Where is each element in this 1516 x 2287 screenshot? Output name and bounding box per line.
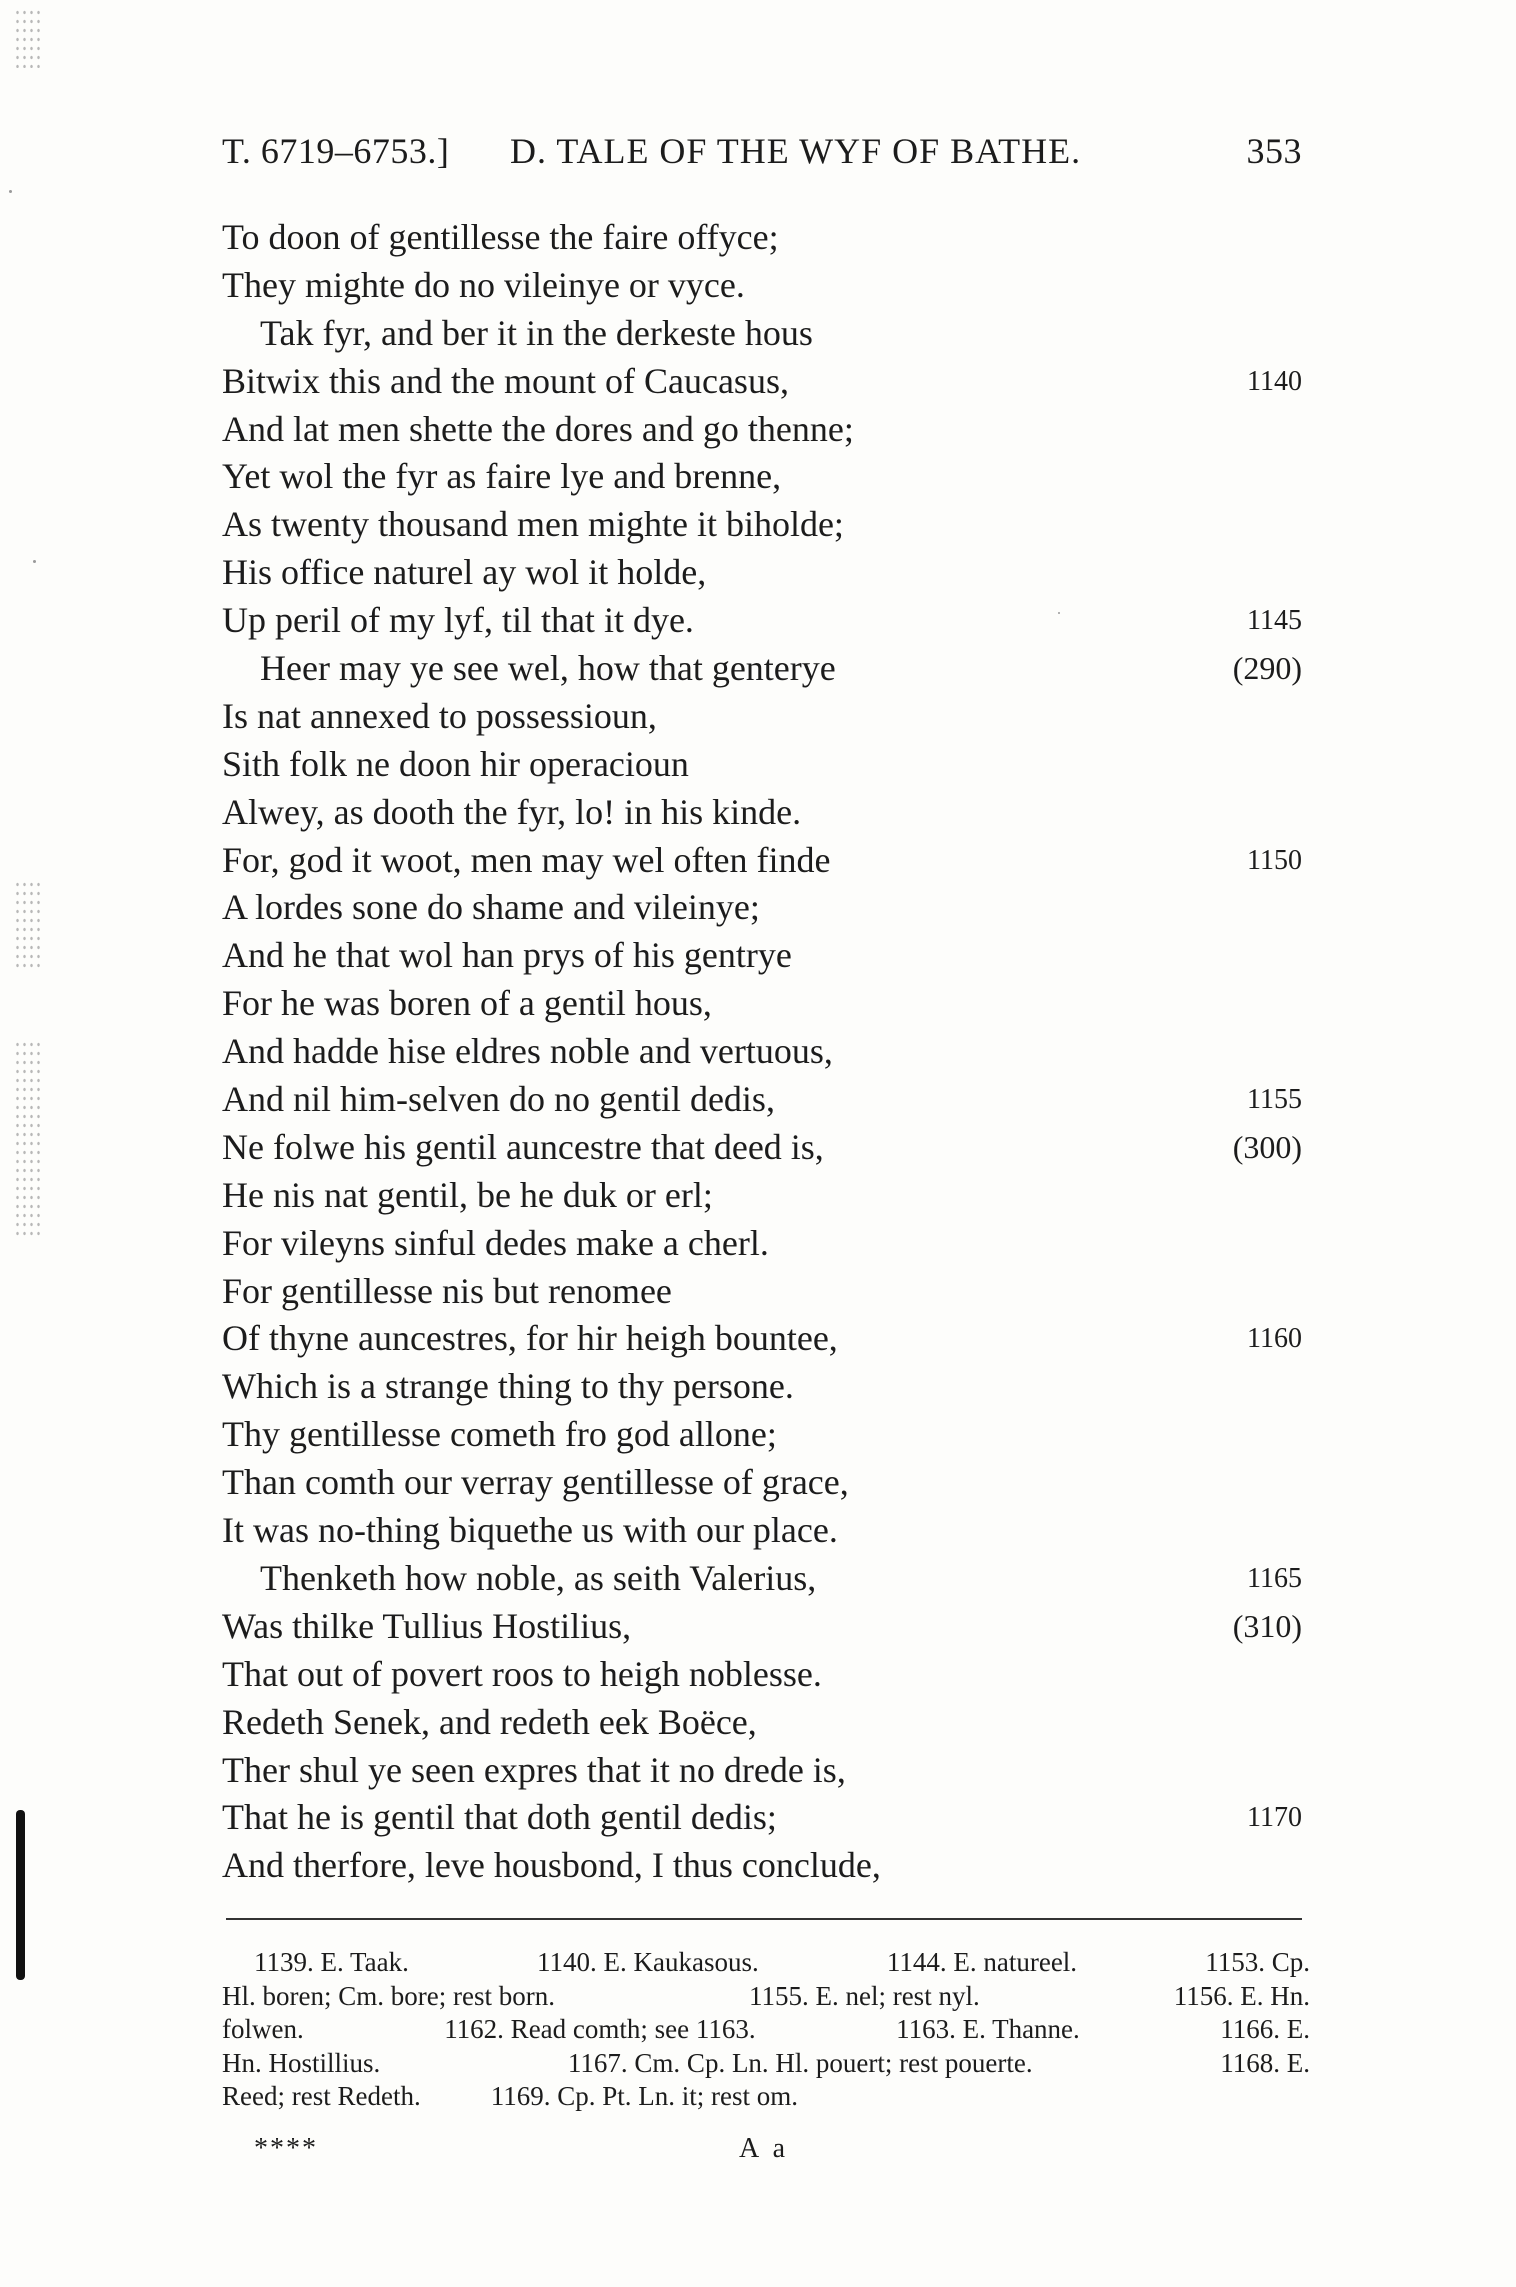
poem-line bbox=[222, 406, 1302, 454]
note-line bbox=[222, 1980, 1310, 2014]
poem-line bbox=[222, 453, 1302, 501]
note-entry: Hl. boren; Cm. bore; rest born. bbox=[222, 1980, 555, 2011]
poem-line-text: Up peril of my lyf, til that it dye. bbox=[222, 600, 694, 641]
poem-line bbox=[222, 932, 1302, 980]
poem-line-text: Tak fyr, and ber it in the derkeste hous bbox=[260, 312, 813, 353]
poem-text bbox=[222, 214, 1302, 1890]
note-line bbox=[222, 2013, 1310, 2047]
poem-line bbox=[222, 1747, 1302, 1795]
poem-line bbox=[222, 1555, 1302, 1603]
line-number: 1145 bbox=[1247, 605, 1302, 637]
poem-line bbox=[222, 1507, 1302, 1555]
page-title: D. TALE OF THE WYF OF BATHE. bbox=[510, 131, 1082, 171]
poem-line-text: Of thyne auncestres, for hir heigh bountee, bbox=[222, 1318, 838, 1359]
poem-line-text: Yet wol the fyr as faire lye and brenne, bbox=[222, 456, 782, 497]
poem-line bbox=[222, 501, 1302, 549]
poem-line-text: Ther shul ye seen expres that it no drede is, bbox=[222, 1749, 846, 1790]
poem-line-text: And therfore, leve housbond, I thus conclude, bbox=[222, 1845, 881, 1886]
poem-line-text: To doon of gentillesse the faire offyce; bbox=[222, 217, 779, 257]
poem-line bbox=[222, 645, 1302, 693]
poem-line-text: His office naturel ay wol it holde, bbox=[222, 552, 707, 593]
poem-line bbox=[222, 884, 1302, 932]
scan-speckle bbox=[14, 880, 40, 970]
poem-line-text: Ne folwe his gentil auncestre that deed is, bbox=[222, 1126, 824, 1167]
poem-line bbox=[222, 1794, 1302, 1842]
note-entry: 1166. E. bbox=[1220, 2014, 1310, 2045]
poem-line-text: Than comth our verray gentillesse of grace, bbox=[222, 1462, 849, 1503]
poem-line-text: Was thilke Tullius Hostilius, bbox=[222, 1605, 632, 1646]
poem-line bbox=[222, 1363, 1302, 1411]
poem-line-text: Thenketh how noble, as seith Valerius, bbox=[260, 1557, 817, 1598]
ornament-stars: **** bbox=[254, 2133, 318, 2164]
scan-dot bbox=[9, 190, 12, 193]
line-number: 1155 bbox=[1247, 1084, 1302, 1116]
poem-line-text: Thy gentillesse cometh fro god allone; bbox=[222, 1414, 777, 1455]
scan-speckle bbox=[14, 8, 40, 68]
poem-line-text: He nis nat gentil, be he duk or erl; bbox=[222, 1174, 713, 1215]
note-line bbox=[222, 1946, 1310, 1980]
running-head bbox=[222, 130, 1302, 178]
poem-line-text: Heer may ye see wel, how that genterye bbox=[260, 648, 836, 689]
poem-line bbox=[222, 597, 1302, 645]
poem-line-text: And lat men shette the dores and go thenne; bbox=[222, 408, 854, 449]
note-entry: 1155. E. nel; rest nyl. bbox=[748, 1980, 980, 2011]
note-entry: 1168. E. bbox=[1220, 2047, 1310, 2078]
note-entry: 1169. Cp. Pt. Ln. it; rest om. bbox=[490, 2081, 798, 2112]
poem-line-text: For he was boren of a gentil hous, bbox=[222, 983, 712, 1024]
poem-line bbox=[222, 1411, 1302, 1459]
poem-line-text: And hadde hise eldres noble and vertuous, bbox=[222, 1031, 833, 1072]
poem-line-text: As twenty thousand men mighte it biholde; bbox=[222, 504, 844, 545]
poem-line-text: Which is a strange thing to thy persone. bbox=[222, 1366, 794, 1407]
note-line bbox=[222, 2047, 1310, 2081]
poem-line bbox=[222, 1842, 1302, 1890]
textual-notes bbox=[222, 1946, 1310, 2114]
poem-line-text: Alwey, as dooth the fyr, lo! in his kinde. bbox=[222, 791, 802, 832]
poem-line bbox=[222, 741, 1302, 789]
poem-line-text: For gentillesse nis but renomee bbox=[222, 1270, 672, 1311]
poem-line bbox=[222, 1124, 1302, 1172]
poem-line bbox=[222, 1268, 1302, 1316]
note-entry: 1140. E. Kaukasous. bbox=[536, 1947, 759, 1977]
note-entry: 1139. E. Taak. bbox=[254, 1947, 409, 1977]
poem-line-text: That he is gentil that doth gentil dedis; bbox=[222, 1797, 777, 1838]
poem-line bbox=[222, 1028, 1302, 1076]
note-entry: 1162. Read comth; see 1163. bbox=[444, 2014, 756, 2045]
poem-line bbox=[222, 549, 1302, 597]
poem-line-text: That out of povert roos to heigh noblesse. bbox=[222, 1653, 822, 1694]
note-entry: 1144. E. natureel. bbox=[886, 1947, 1078, 1977]
poem-line bbox=[222, 980, 1302, 1028]
poem-line-text: For vileyns sinful dedes make a cherl. bbox=[222, 1222, 769, 1263]
poem-line bbox=[222, 1172, 1302, 1220]
note-entry: folwen. bbox=[222, 2014, 304, 2045]
poem-line-text: Redeth Senek, and redeth eek Boëce, bbox=[222, 1701, 757, 1742]
line-number: (300) bbox=[1232, 1128, 1302, 1165]
poem-line bbox=[222, 1603, 1302, 1651]
poem-line-text: And nil him-selven do no gentil dedis, bbox=[222, 1079, 775, 1120]
poem-line-text: Is nat annexed to possessioun, bbox=[222, 695, 657, 736]
poem-line-text: They mighte do no vileinye or vyce. bbox=[222, 264, 745, 305]
line-number: 1150 bbox=[1247, 844, 1302, 876]
poem-line-text: For, god it woot, men may wel often finde bbox=[222, 839, 831, 880]
poem-line bbox=[222, 1699, 1302, 1747]
scan-dot bbox=[33, 560, 36, 563]
poem-line bbox=[222, 1076, 1302, 1124]
printer-signature: A a bbox=[739, 2133, 790, 2164]
poem-line bbox=[222, 1459, 1302, 1507]
poem-line bbox=[222, 837, 1302, 885]
line-number: 1160 bbox=[1247, 1323, 1302, 1355]
footnote-rule bbox=[226, 1918, 1302, 1920]
poem-line bbox=[222, 310, 1302, 358]
scan-speckle bbox=[14, 1040, 40, 1240]
line-number: (290) bbox=[1232, 650, 1302, 687]
poem-line-text: A lordes sone do shame and vileinye; bbox=[222, 887, 760, 928]
poem-line-text: And he that wol han prys of his gentrye bbox=[222, 935, 792, 976]
note-line bbox=[222, 2080, 1310, 2114]
poem-line-text: Bitwix this and the mount of Caucasus, bbox=[222, 360, 789, 401]
note-entry: Hn. Hostillius. bbox=[222, 2047, 381, 2078]
poem-line bbox=[222, 789, 1302, 837]
poem-line bbox=[222, 1651, 1302, 1699]
note-entry: 1167. Cm. Cp. Ln. Hl. pouert; rest pouerte. bbox=[567, 2047, 1033, 2078]
line-number: 1140 bbox=[1247, 365, 1302, 397]
note-entry: 1153. Cp. bbox=[1205, 1947, 1310, 1977]
poem-line bbox=[222, 262, 1302, 310]
note-entry: Reed; rest Redeth. bbox=[222, 2081, 421, 2112]
line-range: T. 6719–6753.] bbox=[222, 131, 450, 171]
scan-dot bbox=[1058, 612, 1060, 614]
note-entry: 1156. E. Hn. bbox=[1173, 1980, 1310, 2011]
page-number: 353 bbox=[1246, 131, 1302, 171]
poem-line-text: It was no-thing biquethe us with our place. bbox=[222, 1510, 838, 1551]
line-number: (310) bbox=[1232, 1607, 1302, 1644]
note-entry: 1163. E. Thanne. bbox=[896, 2014, 1080, 2045]
signature-row bbox=[254, 2133, 954, 2173]
line-number: 1170 bbox=[1247, 1802, 1302, 1834]
poem-line bbox=[222, 693, 1302, 741]
poem-line-text: Sith folk ne doon hir operacioun bbox=[222, 743, 689, 784]
poem-line bbox=[222, 214, 1302, 262]
poem-line bbox=[222, 358, 1302, 406]
line-number: 1165 bbox=[1247, 1562, 1302, 1594]
scan-edge-mark bbox=[16, 1810, 25, 1980]
poem-line bbox=[222, 1315, 1302, 1363]
poem-line bbox=[222, 1220, 1302, 1268]
